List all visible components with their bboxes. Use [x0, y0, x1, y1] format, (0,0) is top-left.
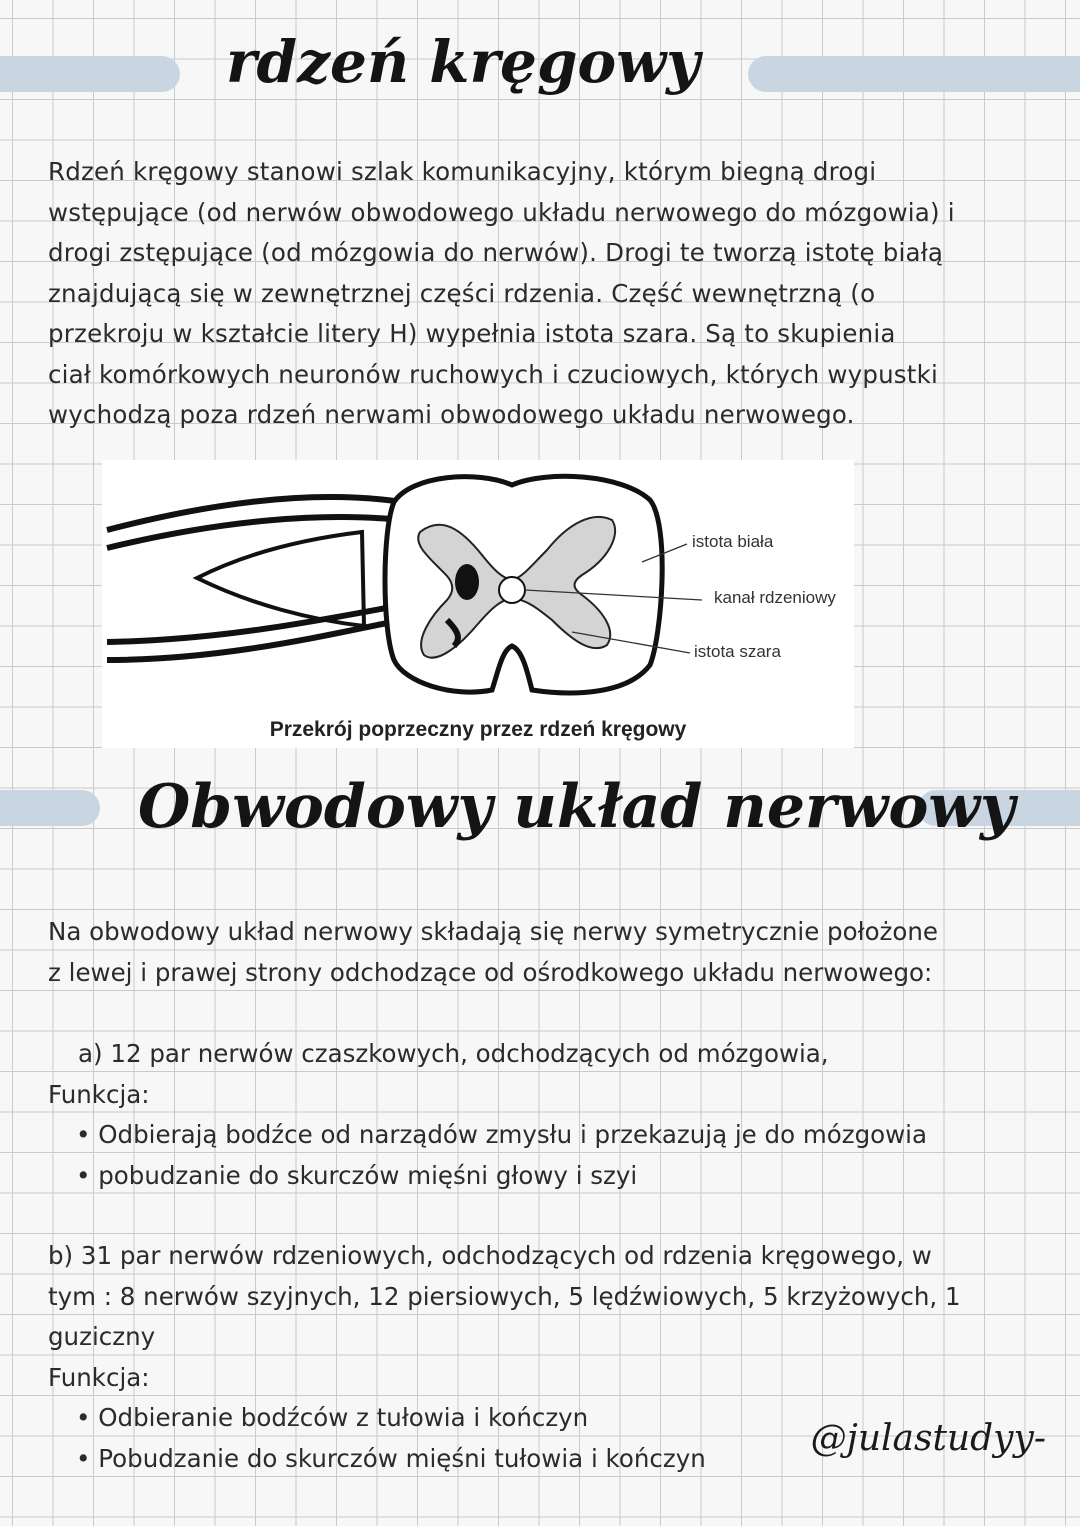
- part-b-function-label: Funkcja:: [48, 1362, 150, 1392]
- figure-caption: Przekrój poprzeczny przez rdzeń kręgowy: [269, 718, 687, 741]
- part-a-function-label: Funkcja:: [48, 1079, 150, 1109]
- intro-line: wstępujące (od nerwów obwodowego układu nerwowego do mózgowia) i: [48, 197, 955, 227]
- list-item: • Pobudzanie do skurczów mięśni tułowia i kończyn: [48, 1439, 1038, 1480]
- spinal-cord-figure: [102, 460, 854, 748]
- label-white-matter: istota biała: [692, 532, 774, 551]
- section-band-left: [0, 790, 100, 826]
- author-signature: @julastudyy-: [810, 1418, 1046, 1459]
- list-item: • Odbieranie bodźców z tułowia i kończyn: [48, 1398, 1038, 1439]
- intro-line: Rdzeń kręgowy stanowi szlak komunikacyjny, którym biegną drogi: [48, 157, 877, 186]
- intro-line: wychodzą poza rdzeń nerwami obwodowego układu nerwowego.: [48, 400, 855, 429]
- part-a: [48, 1034, 1038, 1196]
- label-central-canal: kanał rdzeniowy: [714, 588, 836, 607]
- list-item: • Odbierają bodźce od narządów zmysłu i przekazują je do mózgowia: [48, 1115, 1038, 1156]
- intro-paragraph: [48, 152, 1038, 436]
- page-title: rdzeń kręgowy: [226, 28, 700, 96]
- part-b-line: tym : 8 nerwów szyjnych, 12 piersiowych, 5 lędźwiowych, 5 krzyżowych, 1: [48, 1281, 961, 1311]
- list-item: • pobudzanie do skurczów mięśni głowy i szyi: [48, 1156, 1038, 1197]
- part-a-heading: a) 12 par nerwów czaszkowych, odchodzących od mózgowia,: [78, 1039, 829, 1068]
- intro-line: przekroju w kształcie litery H) wypełnia istota szara. Są to skupienia: [48, 319, 896, 348]
- header-band-right: [748, 56, 1080, 92]
- section-title: Obwodowy układ nerwowy: [138, 772, 1015, 842]
- section-intro-line: z lewej i prawej strony odchodzące od ośrodkowego układu nerwowego:: [48, 957, 933, 987]
- part-b-line: guziczny: [48, 1322, 156, 1351]
- section-intro-line: Na obwodowy układ nerwowy składają się nerwy symetrycznie położone: [48, 917, 939, 946]
- header-band-left: [0, 56, 180, 92]
- intro-line: ciał komórkowych neuronów ruchowych i czuciowych, których wypustki: [48, 359, 938, 389]
- part-b-line: b) 31 par nerwów rdzeniowych, odchodzących od rdzenia kręgowego, w: [48, 1241, 932, 1270]
- intro-line: znajdującą się w zewnętrznej części rdzenia. Część wewnętrzną (o: [48, 278, 876, 308]
- intro-line: drogi zstępujące (od mózgowia do nerwów). Drogi te tworzą istotę białą: [48, 238, 944, 267]
- section-intro: [48, 912, 1038, 993]
- label-gray-matter: istota szara: [694, 642, 781, 661]
